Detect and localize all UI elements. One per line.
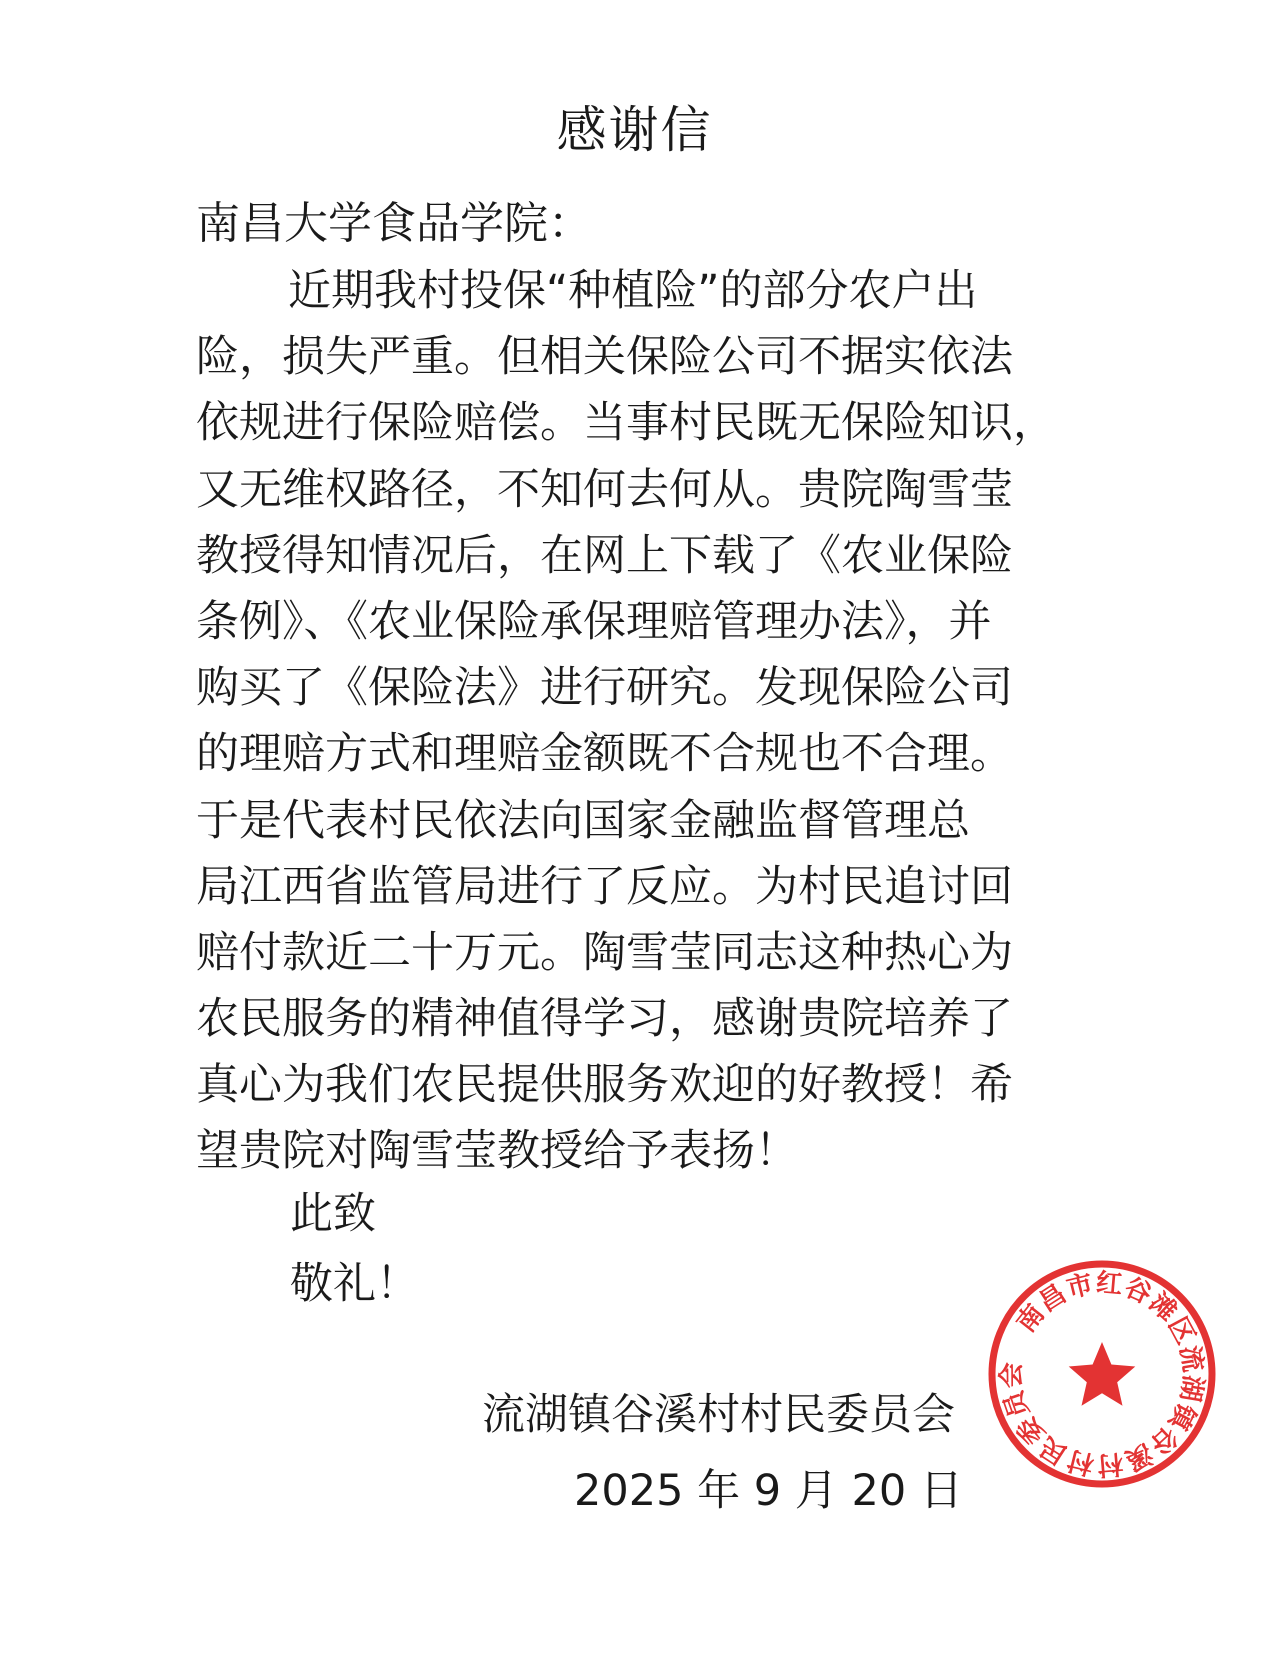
official-seal: [984, 1256, 1220, 1492]
closing-line-1: 此致: [290, 1189, 376, 1239]
body-line: 赔付款近二十万元。陶雪莹同志这种热心为: [196, 927, 1013, 978]
body-line: 农民服务的精神值得学习，感谢贵院培养了: [196, 994, 1013, 1045]
letter-title: 感谢信: [556, 101, 713, 159]
star-icon: [1069, 1342, 1136, 1406]
body-line: 望贵院对陶雪莹教授给予表扬！: [196, 1126, 798, 1177]
seal-text-path: 南昌市红谷滩区流湖镇谷溪村村民委员会: [996, 1268, 1208, 1480]
body-line: 的理赔方式和理赔金额既不合规也不合理。: [196, 729, 1013, 780]
body-line: 险，损失严重。但相关保险公司不据实依法: [196, 332, 1013, 383]
body-line: 局江西省监管局进行了反应。为村民追讨回: [196, 861, 1013, 912]
closing-line-2: 敬礼！: [290, 1259, 419, 1309]
body-line: 近期我村投保“种植险”的部分农户出: [288, 266, 978, 316]
body-line: 购买了《保险法》进行研究。发现保险公司: [196, 663, 1013, 714]
body-line: 依规进行保险赔偿。当事村民既无保险知识，: [196, 398, 1056, 449]
salutation: 南昌大学食品学院：: [196, 198, 592, 249]
body-line: 教授得知情况后，在网上下载了《农业保险: [196, 530, 1013, 581]
body-line: 又无维权路径，不知何去何从。贵院陶雪莹: [196, 464, 1013, 515]
letter-body: [196, 258, 1096, 1185]
body-line: 真心为我们农民提供服务欢迎的好教授！希: [196, 1060, 1013, 1111]
body-line: 条例》、《农业保险承保理赔管理办法》，并: [196, 596, 992, 647]
sender-name: 流湖镇谷溪村村民委员会: [482, 1390, 955, 1440]
letter-date: 2025 年 9 月 20 日: [574, 1466, 963, 1516]
body-line: 于是代表村民依法向国家金融监督管理总: [196, 795, 970, 846]
